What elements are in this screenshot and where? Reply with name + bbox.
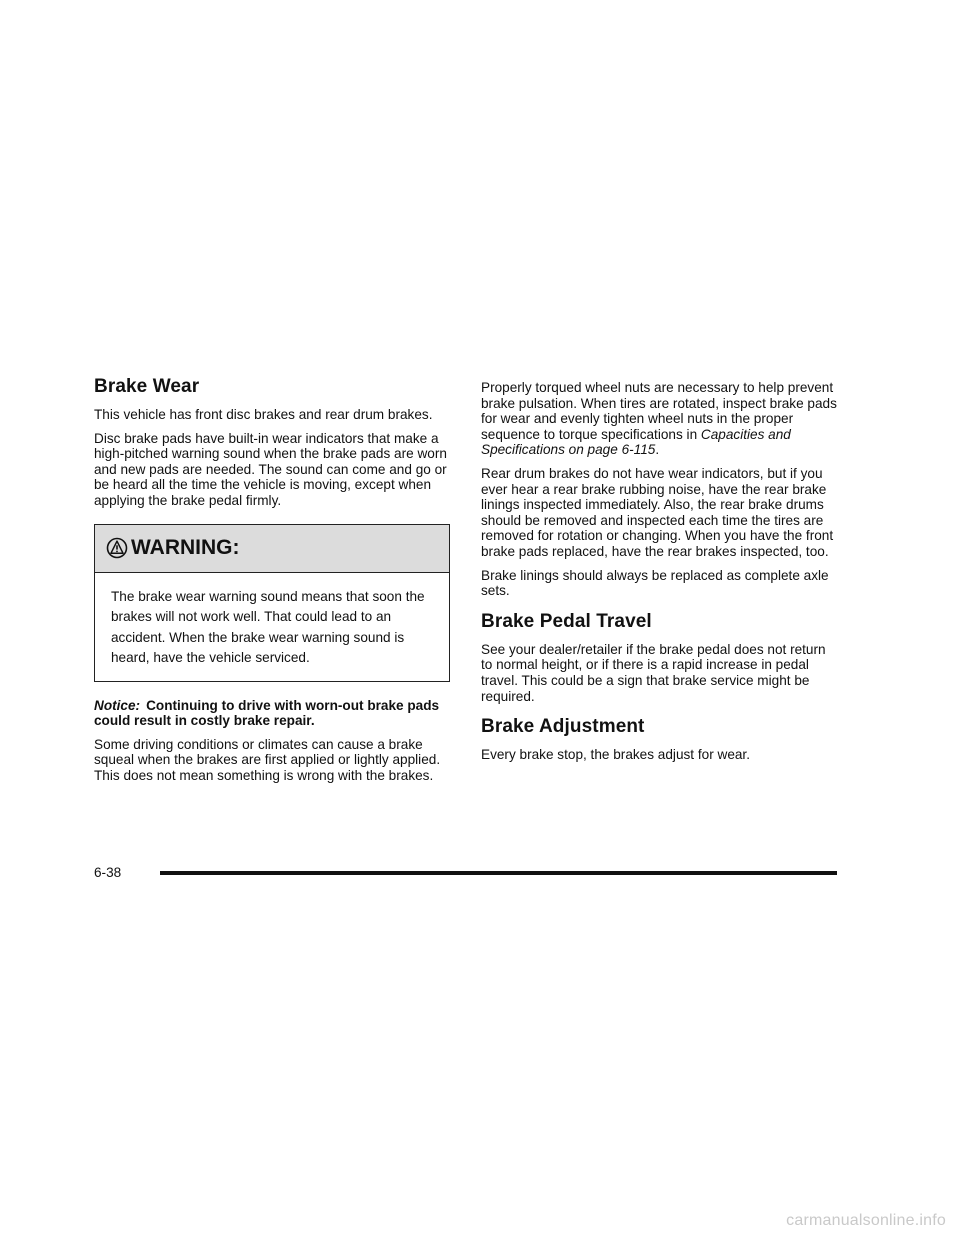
paragraph: Brake linings should always be replaced as complete axle sets. <box>481 567 829 599</box>
paragraph: Rear drum brakes do not have wear indicators, but if you ever hear a rear brake rubbing noise, have the rear brake linings inspected immediately. Also, the rear brake drums should be removed and inspected each time the tires are removed for rotation or changing. When you have the front brake pads replaced, have the rear brakes inspected, too. <box>481 465 834 559</box>
paragraph-end: . <box>655 442 660 458</box>
page-number: 6-38 <box>94 865 122 880</box>
left-column <box>94 376 450 792</box>
notice <box>94 698 450 729</box>
paragraph: Some driving conditions or climates can cause a brake squeal when the brakes are first applied or lightly applied. This does not mean something is wrong with the brakes. <box>94 736 441 783</box>
section-title-brake-pedal-travel: Brake Pedal Travel <box>481 610 652 632</box>
paragraph: Every brake stop, the brakes adjust for wear. <box>481 747 750 763</box>
paragraph-text: Properly torqued wheel nuts are necessary to help prevent brake pulsation. When tires are rotated, inspect brake pads for wear and evenly tighten wheel nuts in the proper sequence to torque specifications in <box>481 380 837 442</box>
notice-text: Continuing to drive with worn-out brake pads could result in costly brake repair. <box>94 697 440 729</box>
notice-label: Notice: <box>94 697 141 713</box>
footer-rule <box>160 871 837 875</box>
warning-title: WARNING: <box>131 536 240 560</box>
paragraph: Disc brake pads have built-in wear indicators that make a high-pitched warning sound when the brake pads are worn and new pads are needed. The sound can come and go or be heard all the time the vehicle is moving, except when applying the brake pedal firmly. <box>94 430 447 508</box>
paragraph: This vehicle has front disc brakes and rear drum brakes. <box>94 407 433 422</box>
section-title-brake-adjustment: Brake Adjustment <box>481 716 645 738</box>
caution-triangle-icon <box>106 537 128 559</box>
watermark: carmanualsonline.info <box>786 1212 946 1229</box>
paragraph <box>481 380 837 458</box>
paragraph: See your dealer/retailer if the brake pedal does not return to normal height, or if there is a rapid increase in pedal travel. This could be a sign that brake service might be required. <box>481 641 826 704</box>
warning-header <box>95 525 449 573</box>
section-title-brake-wear: Brake Wear <box>94 376 200 397</box>
right-column <box>481 380 837 771</box>
cross-reference-link[interactable]: Capacities and Specifications on page 6-115 <box>481 426 791 458</box>
warning-box <box>94 524 450 682</box>
warning-text: The brake wear warning sound means that soon the brakes will not work well. That could lead to an accident. When the brake wear warning sound is heard, have the vehicle serviced. <box>111 588 425 666</box>
